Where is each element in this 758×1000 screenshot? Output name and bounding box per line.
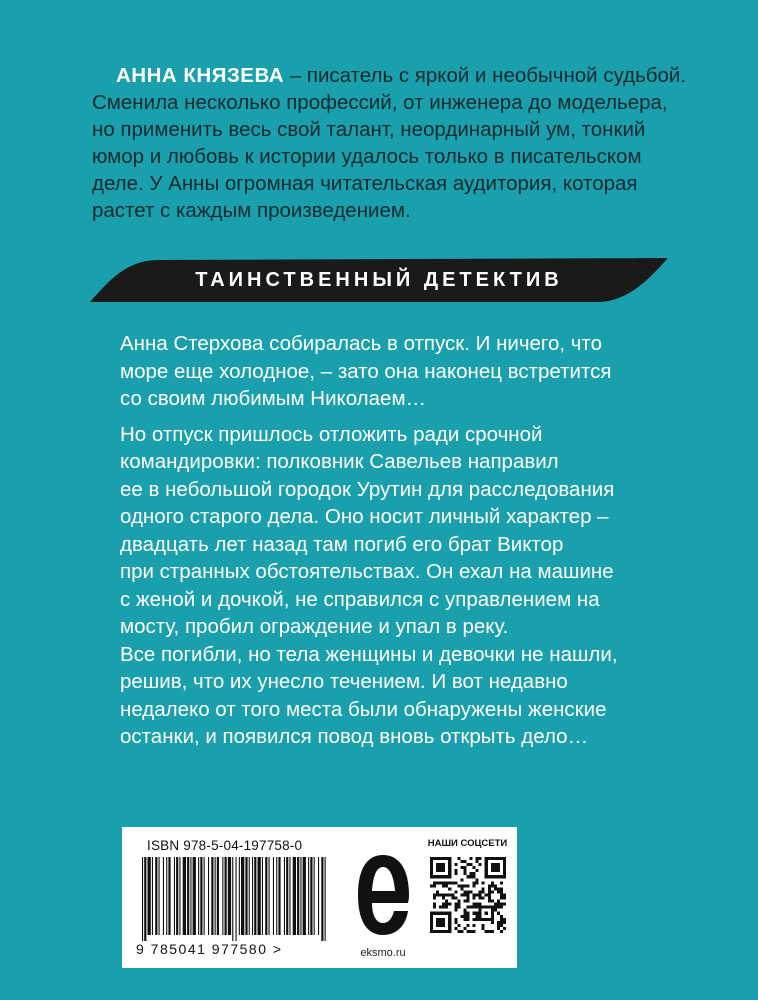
synopsis-paragraph-1 [120,330,720,413]
qr-title: НАШИ СОЦСЕТИ [427,838,508,849]
synopsis-paragraph-3 [120,641,720,751]
genre-label: ТАИНСТВЕННЫЙ ДЕТЕКТИВ [195,269,563,291]
author-bio [92,62,712,224]
genre-banner [90,258,668,302]
author-name: АННА КНЯЗЕВА [116,64,285,87]
synopsis-line: Все погибли, но тела женщины и девочки не нашли, [120,642,618,666]
bio-line: юмор и любовь к истории удалось только в писательском [92,145,642,168]
isbn-sticker [122,827,517,968]
synopsis-line: со своим любимым Николаем… [120,387,427,410]
synopsis [120,330,720,759]
publisher-site: eksmo.ru [360,947,406,959]
synopsis-line: Анна Стерхова собиралась в отпуск. И ничего, что [120,332,602,355]
synopsis-line: с женой и дочкой, не справился с управлением на [120,587,600,611]
bio-line: – писатель с яркой и необычной судьбой. [284,64,687,87]
synopsis-line: при странных обстоятельствах. Он ехал на машине [120,560,614,583]
barcode-digits: 9 785041 977580 > [136,941,283,957]
bio-line: но применить весь свой талант, неординарный ум, тонкий [92,118,646,141]
bio-line: деле. У Анны огромная читательская аудитория, которая [92,172,638,195]
synopsis-line: недалеко от того места были обнаружены женские [120,697,607,721]
synopsis-line: решив, что их унесло течением. И вот недавно [120,670,568,693]
synopsis-line: мосту, пробил ограждение и упал в реку. [120,615,509,638]
synopsis-line: ее в небольшой городок Урутин для расследования [120,477,615,501]
bio-line: растет с каждым произведением. [92,199,411,222]
synopsis-paragraph-2 [120,421,720,641]
barcode-icon [140,857,330,941]
synopsis-line: одного старого дела. Оно носит личный характер – [120,505,609,528]
synopsis-line: двадцать лет назад там погиб его брат Виктор [120,532,564,556]
bio-line: Сменила несколько профессий, от инженера до модельера, [92,91,668,114]
eksmo-logo-icon [354,849,412,941]
qr-code-icon [430,857,506,933]
isbn-number: ISBN 978-5-04-197758-0 [147,838,303,853]
synopsis-line: море еще холодное, – зато она наконец встретится [120,359,612,383]
synopsis-line: останки, и появился повод вновь открыть дело… [120,725,589,748]
synopsis-line: командировки: полковник Савельев направил [120,450,559,473]
synopsis-line: Но отпуск пришлось отложить ради срочной [120,422,543,446]
